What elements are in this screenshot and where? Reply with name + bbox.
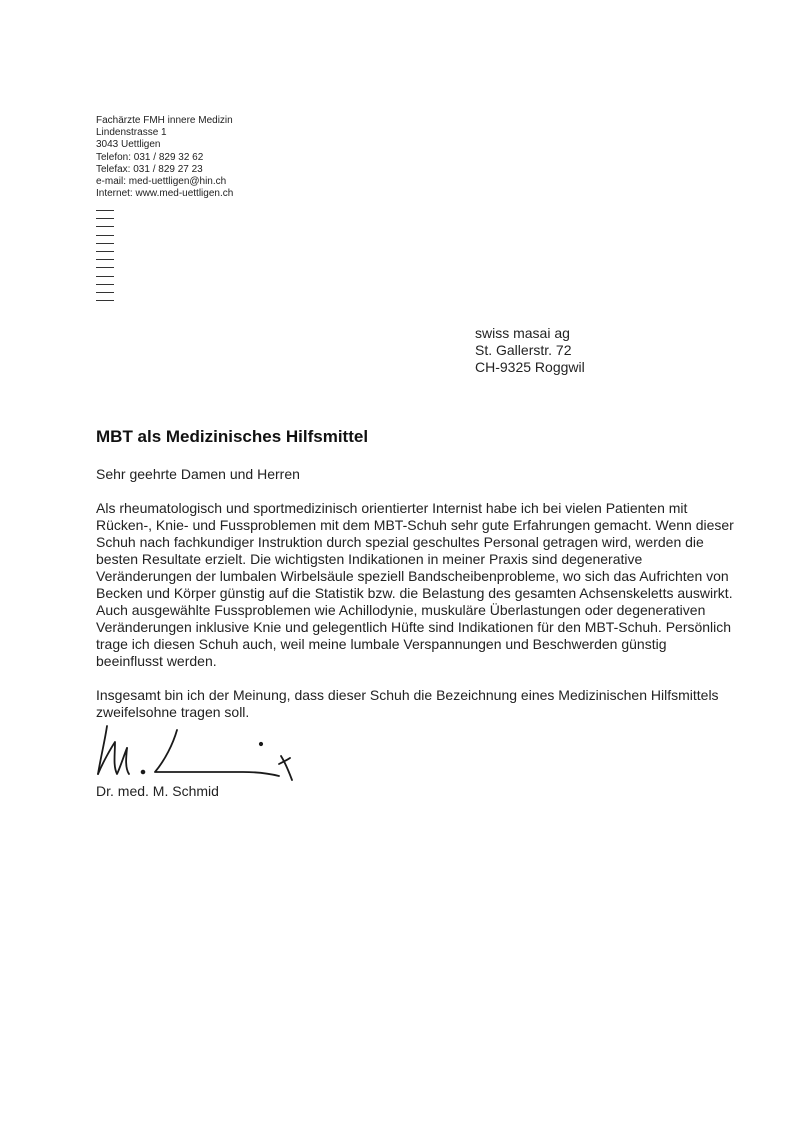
body-paragraph: Als rheumatologisch und sportmedizinisch orientierter Internist habe ich bei vielen Patienten mit Rücken-, Knie- und Fussproblemen mit dem MBT-Schuh sehr gute Erfahrungen gemacht. Wenn dieser Schuh nach fachkundiger Instruktion durch spezial geschultes Personal getragen wird, werden die besten Resultate erzielt. Die wichtigsten Indikationen in meiner Praxis sind degenerative Veränderungen der lumbalen Wirbelsäule speziell Bandscheibenprobleme, wo sich das Aufrichten von Becken und Körper günstig auf die Statistik bzw. die Belastung des gesamten Achsenskeletts auswirkt. Auch ausgewählte Fussproblemen wie Achillodynie, muskuläre Überlastungen oder degenerativen Veränderungen inklusive Knie und gelegentlich Hüfte sind Indikationen für den MBT-Schuh. Persönlich trage ich diesen Schuh auch, weil meine lumbale Verspannungen und Beschwerden günstig beeinflusst werden. [96,500,734,669]
sender-practice: Fachärzte FMH innere Medizin [96,115,233,126]
sender-phone: Telefon: 031 / 829 32 62 [96,151,204,163]
letter-body [96,466,736,738]
salutation: Sehr geehrte Damen und Herren [96,466,300,482]
sender-city: 3043 Uettligen [96,139,161,151]
recipient-street: St. Gallerstr. 72 [475,342,572,358]
recipient-address-block [475,325,585,376]
placeholder-line [96,300,114,301]
letter-subject: MBT als Medizinisches Hilfsmittel [96,427,369,446]
signer-name: Dr. med. M. Schmid [96,783,219,799]
placeholder-line [96,267,114,268]
body-paragraph: Insgesamt bin ich der Meinung, dass dieser Schuh die Bezeichnung eines Medizinischen Hilfsmittels zweifelsohne tragen soll. [96,687,719,720]
recipient-company: swiss masai ag [475,325,570,341]
sender-email: e-mail: med-uettligen@hin.ch [96,176,227,188]
placeholder-line [96,243,114,244]
placeholder-line [96,226,114,227]
sender-address-block [96,115,233,200]
placeholder-line [96,235,114,236]
placeholder-line [96,259,114,260]
placeholder-line [96,276,114,277]
placeholder-line [96,210,114,211]
placeholder-line [96,251,114,252]
handwritten-signature [93,722,303,784]
placeholder-line [96,292,114,293]
recipient-city: CH-9325 Roggwil [475,359,585,375]
placeholder-lines [96,210,116,308]
placeholder-line [96,284,114,285]
sender-website: Internet: www.med-uettligen.ch [96,188,234,200]
placeholder-line [96,218,114,219]
sender-street: Lindenstrasse 1 [96,127,167,139]
sender-fax: Telefax: 031 / 829 27 23 [96,163,203,175]
